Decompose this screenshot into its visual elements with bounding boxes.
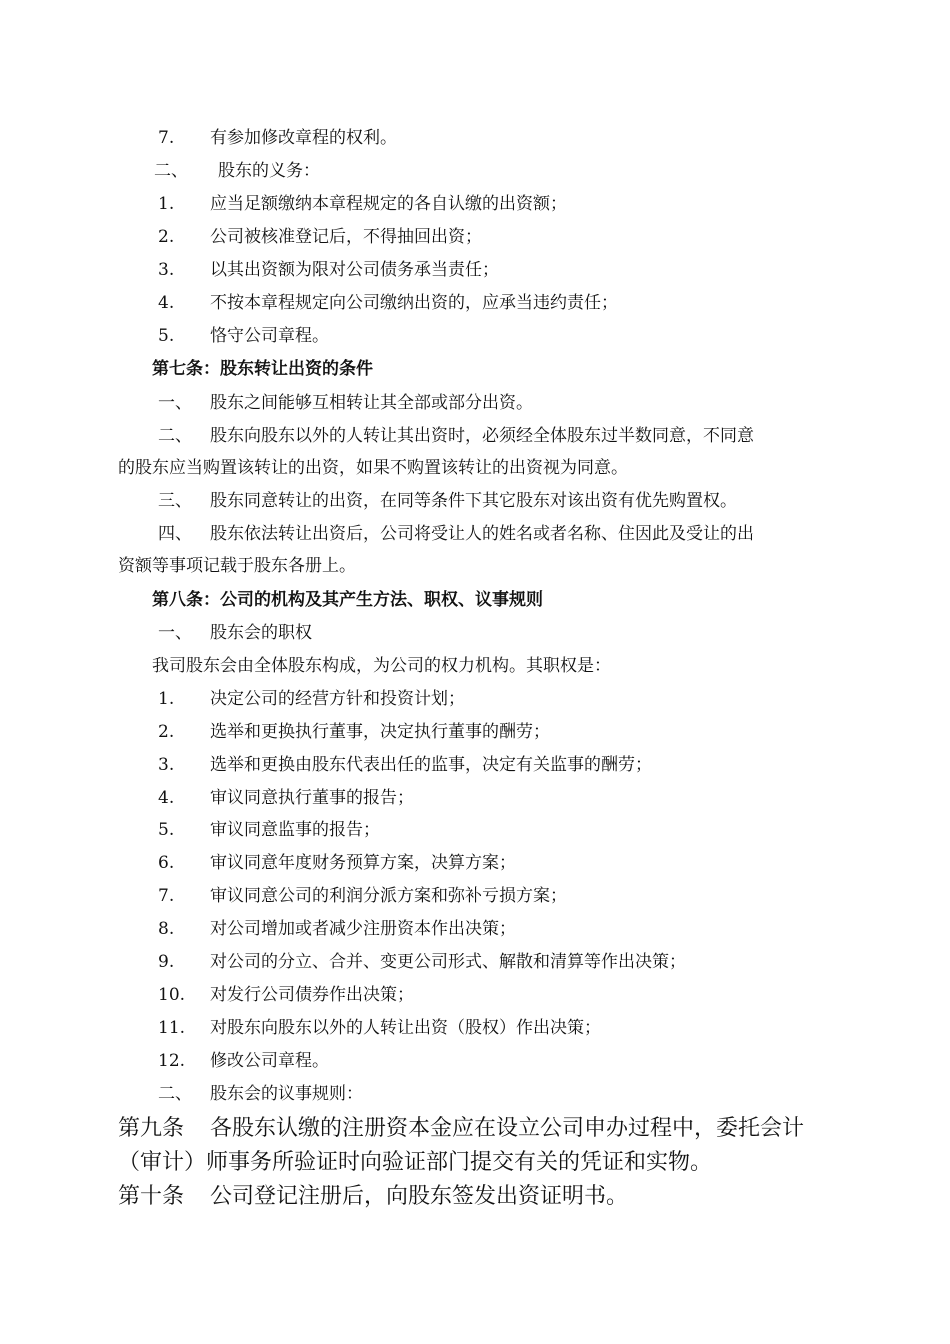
item-text: 股东向股东以外的人转让其出资时，必须经全体股东过半数同意，不同意 (210, 426, 754, 446)
section-number: 二、 (154, 161, 188, 181)
section-title: 股东会的议事规则： (210, 1084, 363, 1104)
transfer-clause-2-continued: 的股东应当购置该转让的出资，如果不购置该转让的出资视为同意。 (118, 458, 628, 478)
article-text: 公司登记注册后，向股东签发出资证明书。 (210, 1184, 629, 1209)
item-text: 不按本章程规定向公司缴纳出资的，应承当违约责任； (210, 293, 618, 313)
item-number: 三、 (158, 491, 192, 511)
item-number: 4. (158, 788, 175, 808)
item-text: 有参加修改章程的权利。 (210, 128, 397, 148)
section-number: 二、 (158, 1084, 192, 1104)
item-number: 四、 (158, 524, 192, 544)
item-number: 一、 (158, 393, 192, 413)
item-text: 股东之间能够互相转让其全部或部分出资。 (210, 393, 533, 413)
item-number: 4. (158, 293, 175, 313)
item-text: 对公司的分立、合并、变更公司形式、解散和清算等作出决策； (210, 952, 686, 972)
item-text: 对股东向股东以外的人转让出资（股权）作出决策； (210, 1018, 601, 1038)
powers-intro: 我司股东会由全体股东构成，为公司的权力机构。其职权是： (152, 656, 611, 676)
item-number: 二、 (158, 426, 192, 446)
section-number: 一、 (158, 623, 192, 643)
item-number: 2. (158, 722, 175, 742)
item-text: 审议同意公司的利润分派方案和弥补亏损方案； (210, 886, 567, 906)
article-7-heading: 第七条：股东转让出资的条件 (152, 359, 373, 379)
item-number: 7. (158, 886, 175, 906)
section-title: 股东的义务： (218, 161, 320, 181)
article-8-heading: 第八条：公司的机构及其产生方法、职权、议事规则 (152, 590, 543, 610)
item-number: 2. (158, 227, 175, 247)
item-text: 对发行公司债券作出决策； (210, 985, 414, 1005)
item-text: 对公司增加或者减少注册资本作出决策； (210, 919, 516, 939)
item-number: 3. (158, 755, 175, 775)
item-number: 3. (158, 260, 175, 280)
item-number: 11. (158, 1018, 186, 1038)
article-label: 第九条 (118, 1116, 185, 1141)
item-text: 选举和更换执行董事，决定执行董事的酬劳； (210, 722, 550, 742)
item-text: 审议同意年度财务预算方案，决算方案； (210, 853, 516, 873)
article-label: 第十条 (118, 1184, 185, 1209)
item-text: 修改公司章程。 (210, 1051, 329, 1071)
item-text: 决定公司的经营方针和投资计划； (210, 689, 465, 709)
item-text: 以其出资额为限对公司债务承当责任； (210, 260, 499, 280)
item-number: 10. (158, 985, 186, 1005)
item-text: 应当足额缴纳本章程规定的各自认缴的出资额； (210, 194, 567, 214)
item-number: 5. (158, 820, 175, 840)
item-text: 选举和更换由股东代表出任的监事，决定有关监事的酬劳； (210, 755, 652, 775)
item-text: 审议同意监事的报告； (210, 820, 380, 840)
item-number: 6. (158, 853, 175, 873)
section-title: 股东会的职权 (210, 623, 312, 643)
item-number: 5. (158, 326, 175, 346)
item-text: 股东依法转让出资后，公司将受让人的姓名或者名称、住因此及受让的出 (210, 524, 754, 544)
item-text: 公司被核准登记后，不得抽回出资； (210, 227, 482, 247)
item-number: 7. (158, 128, 175, 148)
article-9-continued: （审计）师事务所验证时向验证部门提交有关的凭证和实物。 (118, 1150, 713, 1175)
item-number: 9. (158, 952, 175, 972)
article-text: 各股东认缴的注册资本金应在设立公司申办过程中，委托会计 (210, 1116, 805, 1141)
item-text: 股东同意转让的出资，在同等条件下其它股东对该出资有优先购置权。 (210, 491, 737, 511)
item-number: 8. (158, 919, 175, 939)
item-text: 审议同意执行董事的报告； (210, 788, 414, 808)
item-text: 恪守公司章程。 (210, 326, 329, 346)
item-number: 1. (158, 689, 175, 709)
item-number: 1. (158, 194, 175, 214)
transfer-clause-4-continued: 资额等事项记载于股东各册上。 (118, 556, 356, 576)
item-number: 12. (158, 1051, 186, 1071)
